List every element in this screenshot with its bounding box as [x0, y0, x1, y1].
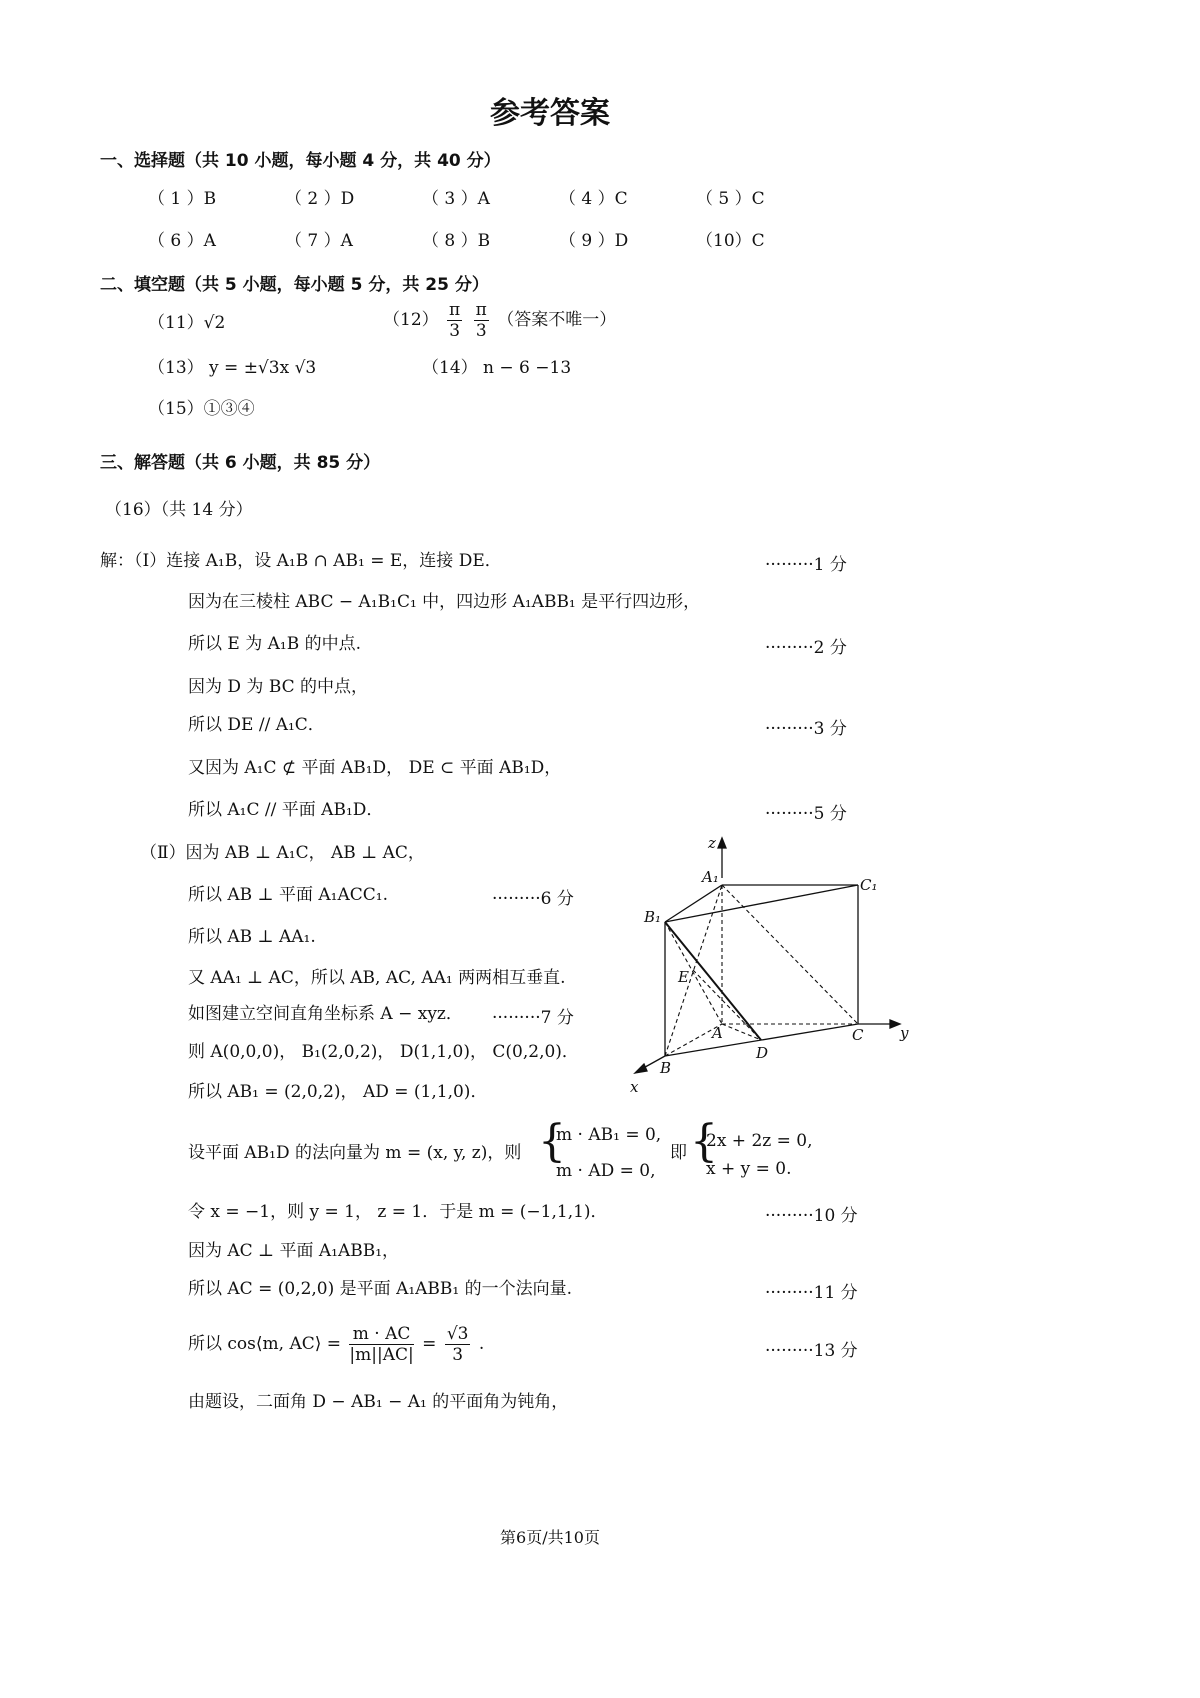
- solution-line: （Ⅱ）因为 AB ⊥ A₁C， AB ⊥ AC，: [140, 843, 425, 863]
- fill-answer-11: （11）√2: [148, 313, 226, 333]
- fraction-numerator: √3: [446, 1324, 469, 1344]
- equation-line: m · AB₁ = 0,: [556, 1125, 662, 1145]
- fill-answer-12-label: （12）: [383, 310, 439, 330]
- solution-line: 由题设，二面角 D − AB₁ − A₁ 的平面角为钝角，: [188, 1392, 569, 1412]
- mc-answer: （ 9 ）D: [559, 231, 629, 251]
- fraction-pi-over-3: [447, 300, 462, 341]
- solution-line: 又 AA₁ ⊥ AC，所以 AB, AC, AA₁ 两两相互垂直.: [188, 968, 566, 988]
- label-y: y: [900, 1024, 909, 1042]
- equals-sign: =: [422, 1334, 437, 1354]
- mc-answer: （ 6 ）A: [148, 231, 216, 251]
- mc-answer: （ 2 ）D: [285, 189, 355, 209]
- equation-line: 2x + 2z = 0,: [706, 1131, 813, 1151]
- fill-answer-13: （13） y = ±√3x √3: [148, 358, 317, 378]
- label-C: C: [852, 1026, 864, 1044]
- label-A: A: [712, 1024, 723, 1042]
- section-heading-solution: 三、解答题（共 6 小题，共 85 分）: [100, 453, 381, 473]
- label-B: B: [660, 1059, 672, 1077]
- solution-line-cos: [188, 1324, 484, 1365]
- fraction-denominator: 3: [475, 321, 487, 341]
- section-heading-choice: 一、选择题（共 10 小题，每小题 4 分，共 40 分）: [100, 151, 501, 171]
- fraction-pi-over-3: [474, 300, 489, 341]
- mc-answer: （ 4 ）C: [559, 189, 628, 209]
- fill-answer-14: （14） n − 6 −13: [422, 358, 572, 378]
- problem-header: （16）（共 14 分）: [105, 500, 253, 520]
- score-mark: ·········2 分: [765, 638, 847, 658]
- fraction-numerator: π: [475, 300, 487, 320]
- section-heading-fill: 二、填空题（共 5 小题，每小题 5 分，共 25 分）: [100, 275, 489, 295]
- segment-B1A: [665, 922, 722, 1024]
- fraction-cos: [349, 1324, 413, 1365]
- page-footer: 第6页/共10页: [500, 1528, 600, 1547]
- solution-word: 即: [670, 1143, 687, 1163]
- score-mark: ·········13 分: [765, 1341, 858, 1361]
- score-mark: ·········10 分: [765, 1206, 858, 1226]
- segment-A1C: [722, 885, 858, 1024]
- mc-answer: （ 5 ）C: [696, 189, 765, 209]
- fill-answer-15: （15）①③④: [148, 399, 255, 419]
- fraction-numerator: π: [449, 300, 461, 320]
- cos-prefix: 所以 cos⟨m, AC⟩ =: [188, 1334, 342, 1354]
- label-D: D: [756, 1044, 769, 1062]
- score-mark: ·········11 分: [765, 1283, 858, 1303]
- solution-line: 因为 AC ⊥ 平面 A₁ABB₁，: [188, 1241, 400, 1261]
- z-axis-arrow: [718, 838, 726, 848]
- fraction-denominator: |m||AC|: [349, 1345, 414, 1365]
- mc-answer: （ 3 ）A: [422, 189, 490, 209]
- equation-line: x + y = 0.: [706, 1159, 792, 1179]
- score-mark: ·········1 分: [765, 555, 847, 575]
- solution-line: 则 A(0,0,0)， B₁(2,0,2)， D(1,1,0)， C(0,2,0)．: [188, 1042, 579, 1062]
- score-mark: ·········5 分: [765, 804, 847, 824]
- solution-line: 因为 D 为 BC 的中点，: [188, 677, 369, 697]
- solution-line: 又因为 A₁C ⊄ 平面 AB₁D， DE ⊂ 平面 AB₁D，: [188, 758, 562, 778]
- y-axis-arrow: [890, 1020, 900, 1028]
- period: .: [478, 1334, 485, 1354]
- score-mark: ·········7 分: [492, 1008, 574, 1028]
- fraction-result: [445, 1324, 471, 1365]
- solution-line: 所以 AC = (0,2,0) 是平面 A₁ABB₁ 的一个法向量.: [188, 1279, 573, 1299]
- label-x: x: [630, 1078, 639, 1096]
- solution-line: 令 x = −1，则 y = 1， z = 1．于是 m = (−1,1,1)．: [188, 1202, 608, 1222]
- equation-line: m · AD = 0,: [556, 1161, 656, 1181]
- fraction-denominator: 3: [449, 321, 461, 341]
- left-brace: {: [690, 1116, 718, 1167]
- score-mark: ·········3 分: [765, 719, 847, 739]
- mc-answer: （ 7 ）A: [285, 231, 353, 251]
- x-axis-arrow: [635, 1064, 647, 1073]
- fraction-numerator: m · AC: [349, 1324, 413, 1345]
- solution-line: 设平面 AB₁D 的法向量为 m = (x, y, z)，则: [188, 1143, 522, 1163]
- label-B1: B₁: [644, 908, 662, 926]
- prism-coordinate-figure: [620, 830, 920, 1100]
- solution-line: 如图建立空间直角坐标系 A − xyz．: [188, 1004, 463, 1024]
- label-C1: C₁: [860, 876, 878, 894]
- solution-line: 因为在三棱柱 ABC − A₁B₁C₁ 中，四边形 A₁ABB₁ 是平行四边形，: [188, 592, 701, 612]
- solution-line: 所以 AB ⊥ 平面 A₁ACC₁.: [188, 885, 388, 905]
- score-mark: ·········6 分: [492, 889, 574, 909]
- segment-DE: [693, 970, 761, 1040]
- label-E: E: [678, 968, 689, 986]
- solution-line: 所以 E 为 A₁B 的中点.: [188, 634, 362, 654]
- fill-answer-12: [383, 300, 616, 341]
- solution-line: 解：（Ⅰ）连接 A₁B，设 A₁B ∩ AB₁ = E，连接 DE．: [100, 551, 502, 571]
- page-title: 参考答案: [490, 96, 610, 131]
- solution-line: 所以 A₁C // 平面 AB₁D．: [188, 800, 384, 820]
- fraction-denominator: 3: [452, 1345, 464, 1365]
- mc-answer: （10）C: [696, 231, 765, 251]
- solution-line: 所以 AB ⊥ AA₁.: [188, 927, 316, 947]
- label-A1: A₁: [702, 868, 719, 886]
- fill-answer-12-note: （答案不唯一）: [497, 310, 617, 330]
- solution-line: 所以 DE // A₁C．: [188, 715, 325, 735]
- mc-answer: （ 8 ）B: [422, 231, 491, 251]
- mc-answer: （ 1 ）B: [148, 189, 217, 209]
- label-z: z: [708, 834, 716, 852]
- left-brace: {: [538, 1116, 566, 1167]
- solution-line: 所以 AB₁ = (2,0,2)， AD = (1,1,0)．: [188, 1082, 488, 1102]
